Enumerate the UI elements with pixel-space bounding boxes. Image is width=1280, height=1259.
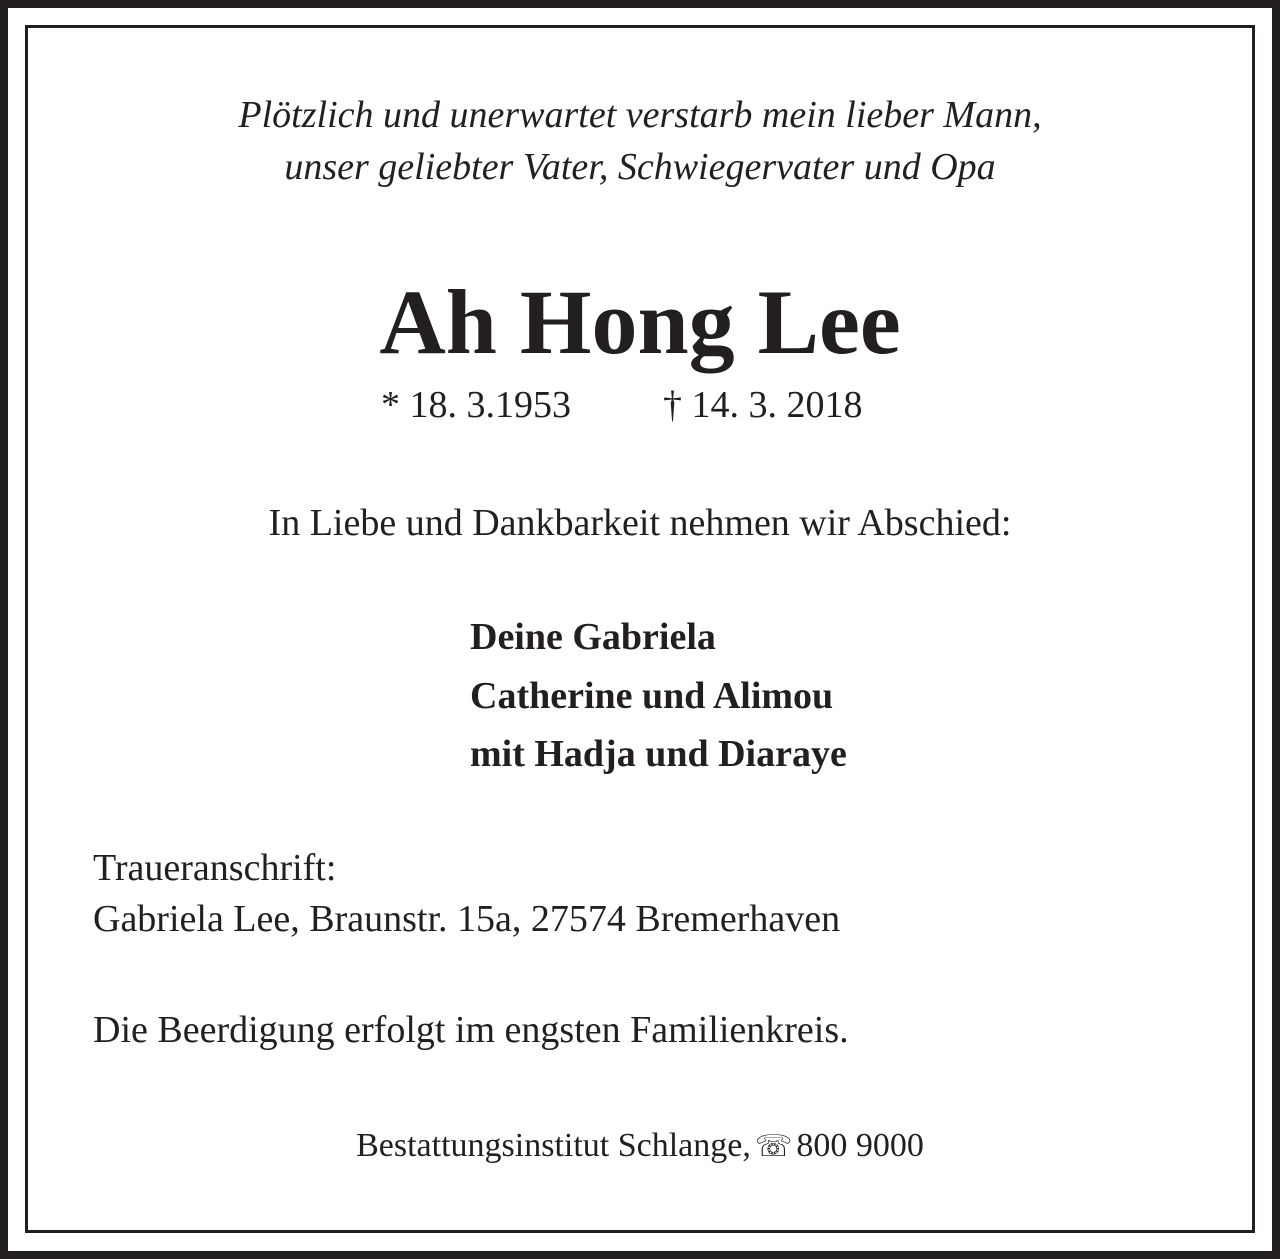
farewell-line: In Liebe und Dankbarkeit nehmen wir Abschied: [268,502,1012,544]
intro-line-2: unser geliebter Vater, Schwiegervater und Opa [284,146,996,188]
family-line: mit Hadja und Diaraye [470,733,847,775]
address-value: Gabriela Lee, Braunstr. 15a, 27574 Bremerhaven [93,898,841,940]
undertaker-line [0,1124,1280,1169]
intro-line-1: Plötzlich und unerwartet verstarb mein lieber Mann, [238,94,1042,136]
phone-number: 800 9000 [796,1127,924,1164]
address-label: Traueranschrift: [93,847,337,889]
birth-date: * 18. 3.1953 [381,384,571,426]
death-date: † 14. 3. 2018 [663,384,863,426]
funeral-note: Die Beerdigung erfolgt im engsten Familienkreis. [93,1009,849,1051]
deceased-name: Ah Hong Lee [379,271,901,373]
family-line: Deine Gabriela [470,616,716,658]
undertaker-name: Bestattungsinstitut Schlange, [356,1127,751,1164]
family-line: Catherine und Alimou [470,675,834,717]
telephone-icon: ☏ [754,1130,793,1163]
